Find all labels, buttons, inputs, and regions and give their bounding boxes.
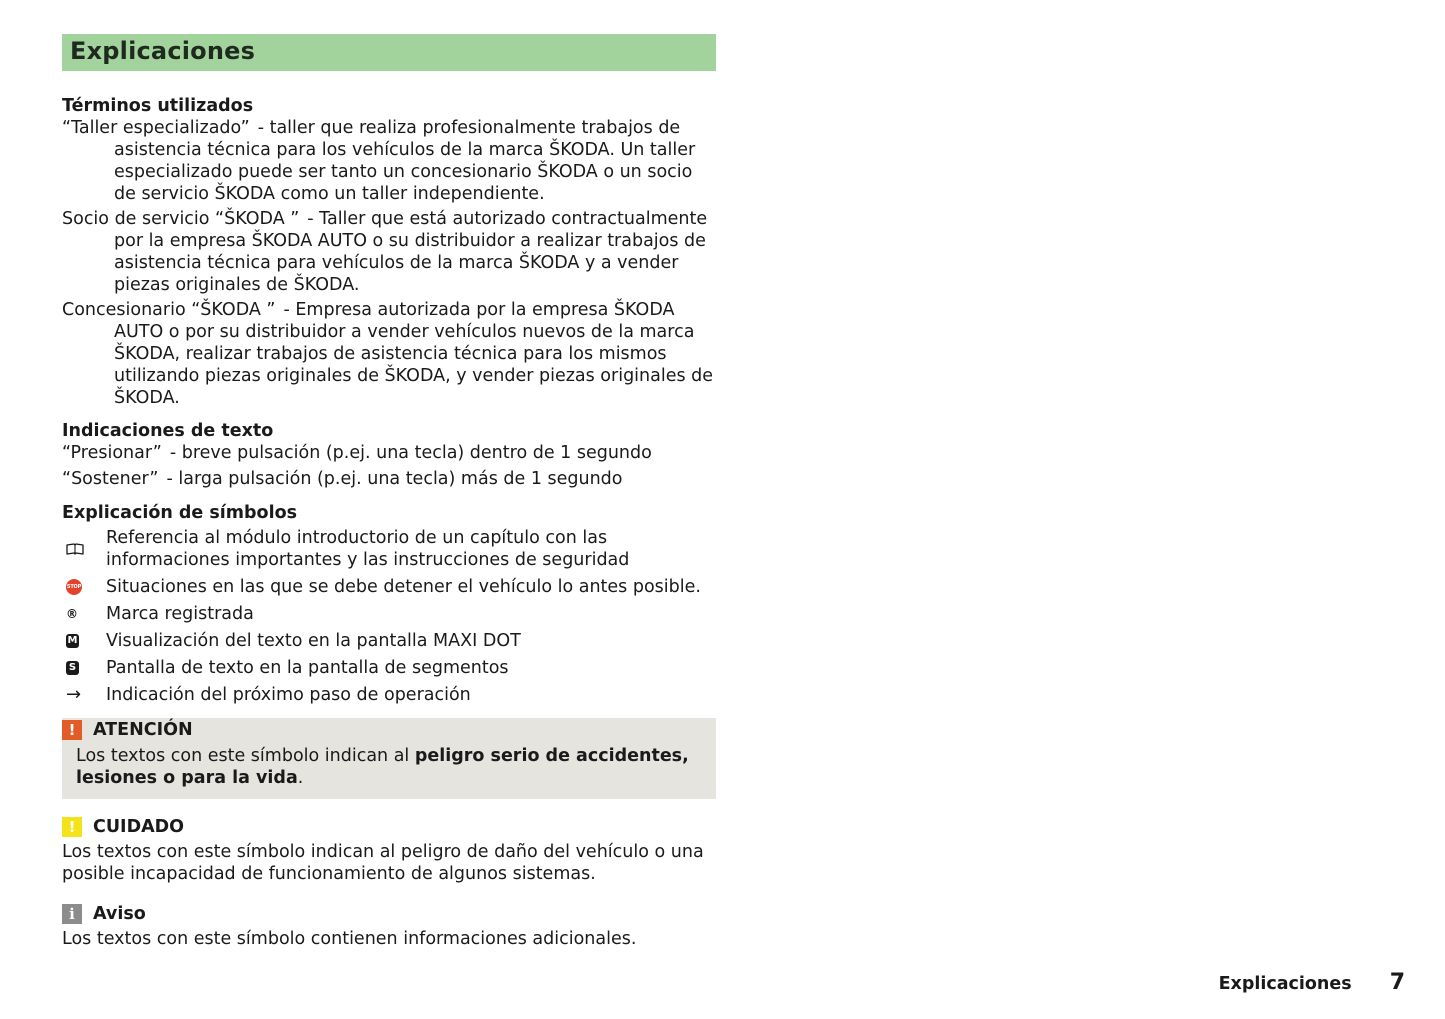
term-definition: - Empresa autorizada por la empresa ŠKODA AUTO o por su distribuidor a vender vehículos nuevos de la marca ŠKODA, realizar trabajos de asistencia técnica para los mismos utilizando piezas originales de ŠKODA, y vender piezas originales de ŠKODA. (114, 300, 714, 408)
page-title: Explicaciones (62, 34, 716, 71)
symbol-description: Situaciones en las que se debe detener el vehículo lo antes posible. (106, 577, 701, 597)
symbol-row (62, 576, 716, 598)
registered-icon: ® (66, 607, 78, 621)
text-indications-heading: Indicaciones de texto (62, 421, 274, 441)
symbol-description: Visualización del texto en la pantalla MAXI DOT (106, 631, 521, 651)
symbol-row (62, 657, 716, 679)
symbols-section (62, 502, 716, 706)
term-label: Concesionario “ŠKODA ” (62, 300, 276, 320)
attention-text (76, 745, 702, 789)
symbol-row (62, 630, 716, 652)
caution-section (62, 815, 716, 885)
term-item (62, 299, 716, 409)
caution-title: CUIDADO (93, 817, 185, 837)
term-label: “Taller especializado” (62, 118, 250, 138)
arrow-right-icon: → (66, 684, 82, 705)
stop-icon: STOP (66, 579, 82, 595)
info-icon: i (62, 904, 82, 924)
term-item (62, 117, 716, 205)
terms-heading: Términos utilizados (62, 96, 254, 116)
attention-text-after: . (297, 768, 304, 788)
caution-icon: ! (62, 817, 82, 837)
page-number: 7 (1389, 970, 1405, 995)
symbols-heading: Explicación de símbolos (62, 503, 298, 523)
term-item (62, 208, 716, 296)
symbol-row (62, 527, 716, 571)
indication-label: “Presionar” (62, 443, 162, 463)
term-label: Socio de servicio “ŠKODA ” (62, 209, 300, 229)
term-definition: - Taller que está autorizado contractualmente por la empresa ŠKODA AUTO o su distribuidor a realizar trabajos de asistencia técnica para vehículos de la marca ŠKODA y a vender piezas originales de ŠKODA. (114, 209, 708, 295)
attention-title: ATENCIÓN (93, 720, 193, 740)
attention-icon: ! (62, 720, 82, 740)
symbol-row (62, 684, 716, 706)
attention-header (62, 718, 702, 742)
book-icon (62, 527, 106, 571)
content-column (62, 34, 716, 950)
indication-definition: - larga pulsación (p.ej. una tecla) más de 1 segundo (166, 469, 623, 489)
attention-box (62, 718, 716, 799)
maxi-dot-icon: M (67, 635, 78, 646)
notice-header (62, 902, 716, 926)
term-definition: - taller que realiza profesionalmente trabajos de asistencia técnica para los vehículos de la marca ŠKODA. Un taller especializado puede ser tanto un concesionario ŠKODA o un socio de servicio ŠKODA como un taller independiente. (114, 118, 696, 204)
text-indications-section (62, 420, 716, 490)
indication-definition: - breve pulsación (p.ej. una tecla) dentro de 1 segundo (169, 443, 652, 463)
attention-text-bold: peligro serio de accidentes, lesiones o para la vida (76, 746, 689, 788)
symbol-description: Marca registrada (106, 604, 254, 624)
caution-header (62, 815, 716, 839)
attention-text-before: Los textos con este símbolo indican al (76, 746, 415, 766)
terms-section (62, 95, 716, 409)
footer-title: Explicaciones (1218, 974, 1352, 994)
symbol-description: Referencia al módulo introductorio de un capítulo con las informaciones importantes y las instrucciones de seguridad (106, 528, 630, 570)
segment-display-icon: S (66, 661, 79, 675)
symbol-description: Indicación del próximo paso de operación (106, 685, 471, 705)
indication-item (62, 468, 716, 490)
symbol-description: Pantalla de texto en la pantalla de segmentos (106, 658, 509, 678)
symbol-row (62, 603, 716, 625)
notice-text: Los textos con este símbolo contienen informaciones adicionales. (62, 929, 637, 949)
indication-item (62, 442, 716, 464)
notice-title: Aviso (93, 904, 146, 924)
indication-label: “Sostener” (62, 469, 159, 489)
caution-text: Los textos con este símbolo indican al peligro de daño del vehículo o una posible incapacidad de funcionamiento de algunos sistemas. (62, 842, 704, 884)
page-footer (1219, 970, 1405, 995)
notice-section (62, 902, 716, 950)
